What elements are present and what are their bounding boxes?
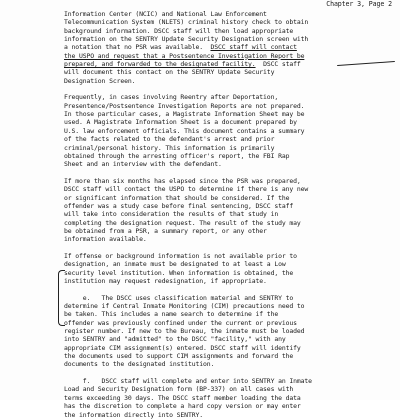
text-line: register number. If new to the Bureau, the inmate must be loaded	[64, 327, 305, 336]
text-line: into SENTRY and "admitted" to the DSCC "facility," with any	[64, 335, 286, 344]
underlined-text: prepared, and forwarded to the designated facility.	[64, 60, 256, 69]
text-line: institution may request redesignation, if appropriate.	[64, 277, 267, 285]
text-line: If offense or background information is not available prior to	[64, 251, 297, 260]
text-line: the information directly into SENTRY.	[64, 410, 203, 419]
struck-text: DSCC staff	[263, 60, 301, 69]
text-line: has the discretion to complete a hard copy version or may enter	[64, 402, 301, 411]
text-line: of the facts related to the defendant's arrest and prior	[64, 135, 275, 144]
paragraph-4-bracketed	[64, 252, 398, 285]
text-line: security level institution. When information is obtained, the	[64, 268, 294, 277]
paragraph-gap	[64, 285, 398, 293]
text-line: completing the designation request. The result of the study may	[64, 218, 301, 227]
text-line: U.S. law enforcement officials. This document contains a summary	[64, 126, 305, 135]
text-segment: a notation that no PSR was available.	[64, 43, 203, 52]
underlined-line: the USPO and request that a Postsentence Investigation Report be	[64, 51, 305, 60]
text-line: e. The DSCC uses classification material and SENTRY to	[64, 293, 294, 302]
text-line	[64, 43, 398, 51]
text-line: terms exceeding 30 days. The DSCC staff member loading the data	[64, 393, 301, 402]
text-line: If more than six months has elapsed since the PSR was prepared,	[64, 176, 301, 185]
text-line: designation, an inmate must be designated to at least a Low	[64, 260, 286, 269]
text-line: Presentence/Postsentence Investigation Reports are not prepared.	[64, 101, 305, 110]
text-line: In those particular cases, a Magistrate Information Sheet may be	[64, 110, 305, 119]
text-line: be obtained from a PSR, a summary report, or any other	[64, 226, 267, 235]
text-line: obtained through the arresting officer's report, the FBI Rap	[64, 151, 290, 160]
text-line: Load and Security Designation form (BP-337) on all cases with	[64, 385, 294, 394]
text-line: offender was previously confined under the current or previous	[64, 318, 297, 327]
text-line: be taken. This includes a name search to determine if the	[64, 310, 279, 319]
text-line: information on the SENTRY Update Security Designation screen with	[64, 35, 309, 44]
paragraph-gap	[64, 369, 398, 377]
underlined-text: DSCC staff will contact	[210, 43, 297, 52]
paragraph-e	[64, 294, 398, 369]
text-line: documents to the designated institution.	[64, 360, 215, 369]
paragraph-gap	[64, 169, 398, 177]
paragraph-f	[64, 377, 398, 419]
text-line: appropriate CIM assignment(s) entered. DSCC staff will identify	[64, 343, 301, 352]
document-body	[64, 10, 398, 419]
text-line: determine if Central Inmate Monitoring (CIM) precautions need to	[64, 302, 305, 311]
text-line: or significant information that should be considered. If the	[64, 193, 290, 202]
paragraph-2	[64, 93, 398, 168]
paragraph-gap	[64, 244, 398, 252]
paragraph-1	[64, 10, 398, 85]
text-line: will take into consideration the results of that study in	[64, 210, 279, 219]
text-line: will document this contact on the SENTRY Update Security	[64, 68, 275, 77]
text-line: Sheet and an interview with the defendant.	[64, 160, 222, 169]
paragraph-3	[64, 177, 398, 244]
text-line: Telecommunication System (NLETS) criminal history check to obtain	[64, 18, 309, 27]
text-line: the documents used to support CIM assignments and forward the	[64, 352, 294, 361]
text-line: background information. DSCC staff will then load appropriate	[64, 26, 294, 35]
text-line: f. DSCC staff will complete and enter into SENTRY an Inmate	[64, 377, 312, 386]
text-line: offender was a study case before final sentencing, DSCC staff	[64, 201, 294, 210]
page-header: Chapter 3, Page 2	[326, 0, 392, 8]
text-line: criminal/personal history. This information is primarily	[64, 143, 275, 152]
text-line: information available.	[64, 235, 147, 244]
text-line: DSCC staff will contact the USPO to determine if there is any new	[64, 185, 309, 194]
text-line: Frequently, in cases involving Reentry after Deportation,	[64, 93, 279, 102]
text-line: Information Center (NCIC) and National Law Enforcement	[64, 10, 267, 18]
handwritten-bracket-mark	[58, 270, 65, 326]
text-line: used. A Magistrate Information Sheet is a document prepared by	[64, 118, 297, 127]
paragraph-gap	[64, 85, 398, 93]
text-line: Designation Screen.	[64, 76, 136, 85]
